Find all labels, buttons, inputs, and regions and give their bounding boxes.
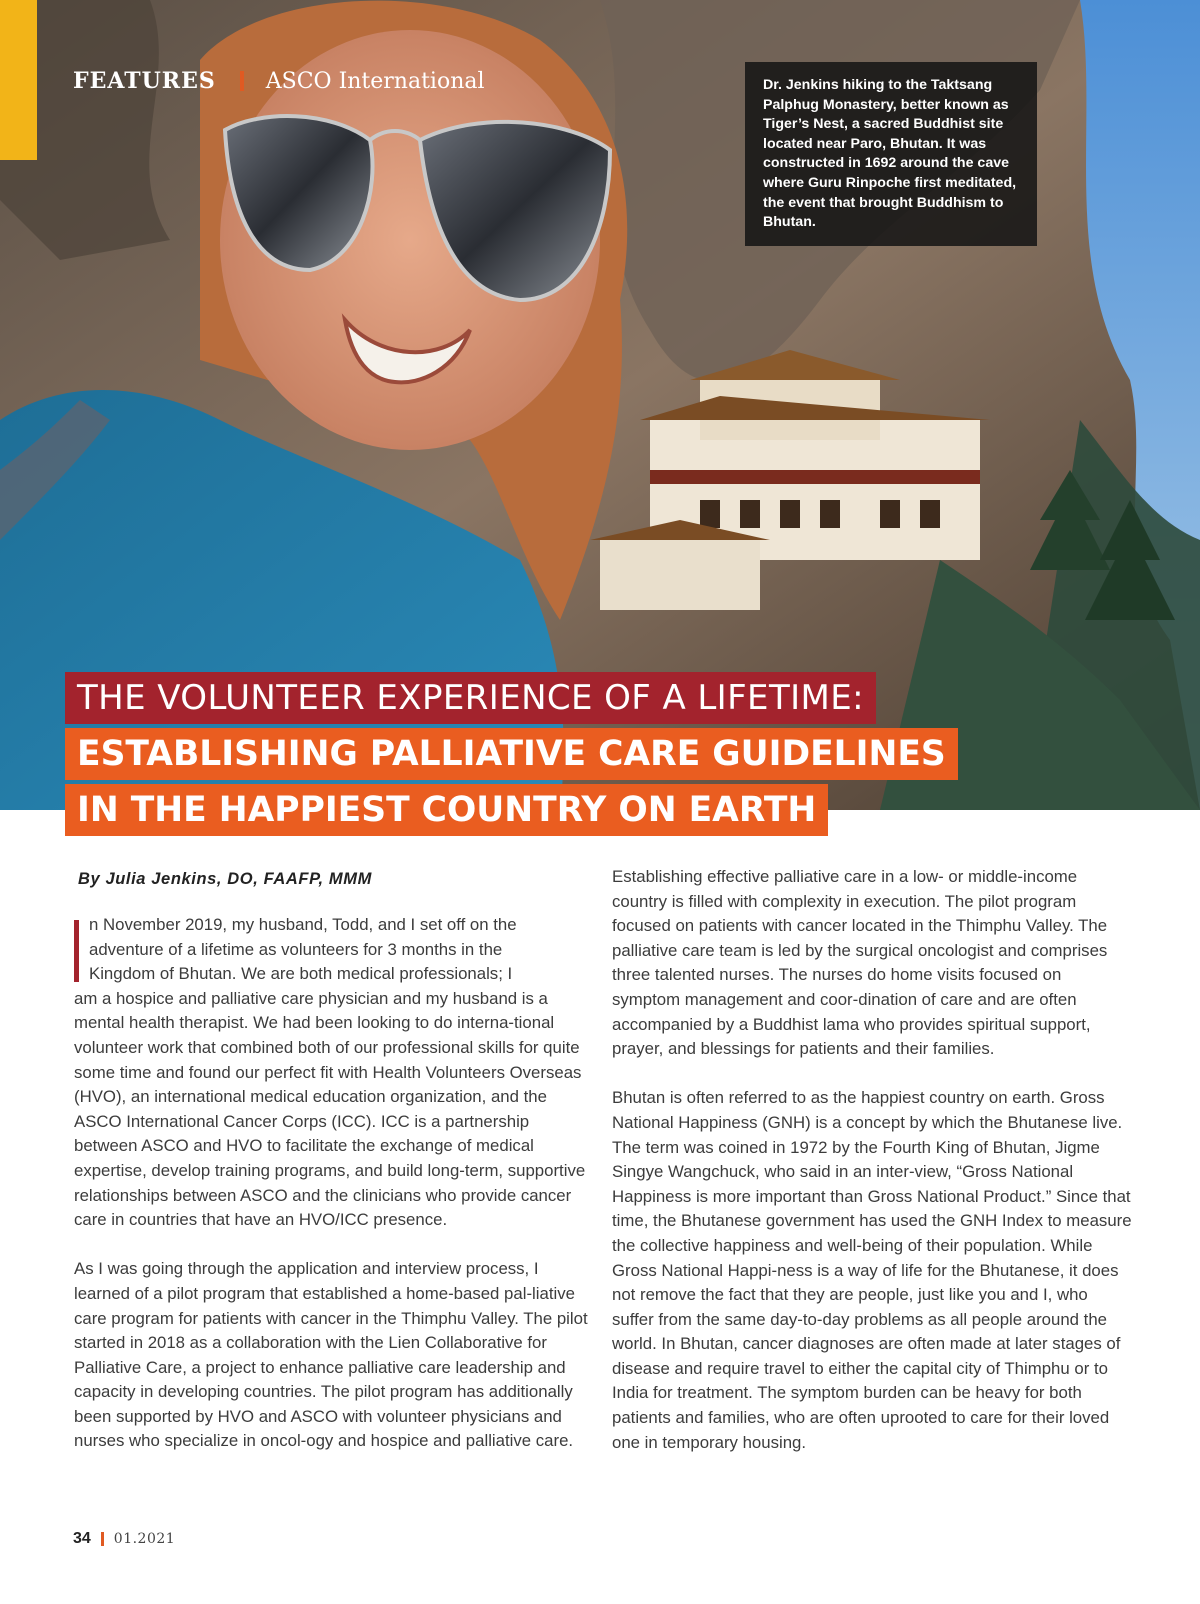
page-footer <box>73 1530 175 1548</box>
section-divider <box>240 71 244 91</box>
author-byline: By Julia Jenkins, DO, FAAFP, MMM <box>78 870 372 888</box>
headline-line-2: ESTABLISHING PALLIATIVE CARE GUIDELINES <box>65 728 958 780</box>
intro-paragraph-rest: am a hospice and palliative care physician and my husband is a mental health therapist. We had been looking to do interna-tional volunteer work that combined both of our professional skills for quite some time and found our perfect fit with Health Volunteers Overseas (HVO), an international medical education organization, and the ASCO International Cancer Corps (ICC). ICC is a partnership between ASCO and HVO to facilitate the exchange of medical expertise, develop training programs, and build long-term, supportive relationships between ASCO and the clinicians who provide cancer care in countries that have an HVO/ICC presence. <box>74 988 586 1230</box>
subsection-name: ASCO International <box>265 68 485 94</box>
paragraph-gross-national-happiness: Bhutan is often referred to as the happiest country on earth. Gross National Happiness (GNH) is a concept by which the Bhutanese live. The term was coined in 1972 by the Fourth King of Bhutan, Jigme Singye Wangchuck, who said in an inter-view, “Gross National Happiness is more important than Gross National Product.” Since that time, the Bhutanese government has used the GNH Index to measure the collective happiness and well-being of their population. While Gross National Happi-ness is a way of life for the Bhutanese, it does not remove the fact that they are people, just like you and I, who suffer from the same day-to-day problems as all people around the world. In Bhutan, cancer diagnoses are often made at later stages of disease and require travel to either the capital city of Thimphu or to India for treatment. The symptom burden can be heavy for both patients and families, who are often uprooted to care for their loved one in temporary housing. <box>612 1088 1132 1452</box>
intro-line-2: adventure of a lifetime as volunteers for 3 months in the <box>89 939 503 959</box>
article-column-right <box>612 865 1132 1480</box>
issue-date: 01.2021 <box>113 1531 176 1547</box>
section-name: FEATURES <box>73 68 216 94</box>
article-column-left <box>74 913 594 1479</box>
page-number: 34 <box>73 1530 91 1547</box>
photo-caption: Dr. Jenkins hiking to the Taktsang Palphug Monastery, better known as Tiger’s Nest, a sacred Buddhist site located near Paro, Bhutan. It was constructed in 1692 around the cave where Guru Rinpoche first meditated, the event that brought Buddhism to Bhutan. <box>763 77 1017 231</box>
section-header <box>73 68 485 94</box>
intro-line-1: n November 2019, my husband, Todd, and I set off on the <box>89 915 517 934</box>
headline-line-1: THE VOLUNTEER EXPERIENCE OF A LIFETIME: <box>65 672 876 724</box>
paragraph-application-process: As I was going through the application and interview process, I learned of a pilot program that established a home-based pal-liative care program for patients with cancer in the Thimphu Valley. The pilot started in 2018 as a collaboration with the Lien Collaborative for Palliative Care, a project to enhance palliative care leadership and capacity in developing countries. The pilot program has additionally been supported by HVO and ASCO with volunteer physicians and nurses who specialize in oncol-ogy and hospice and palliative care. <box>74 1259 588 1451</box>
paragraph-palliative-care: Establishing effective palliative care in a low- or middle-income country is filled with complexity in execution. The pilot program focused on patients with cancer located in the Thimphu Valley. The palliative care team is led by the surgical oncologist and comprises three talented nurses. The nurses do home visits focused on symptom management and coor-dination of care and are often accompanied by a Buddhist lama who provides spiritual support, prayer, and blessings for patients and their families. <box>612 867 1108 1059</box>
photo-caption-box <box>745 62 1037 246</box>
intro-line-3: Kingdom of Bhutan. We are both medical professionals; I <box>89 964 513 984</box>
footer-divider <box>101 1532 104 1546</box>
headline-line-3: IN THE HAPPIEST COUNTRY ON EARTH <box>65 784 828 836</box>
drop-cap-bar <box>74 920 79 982</box>
intro-paragraph <box>74 913 594 987</box>
section-color-tab <box>0 0 37 160</box>
